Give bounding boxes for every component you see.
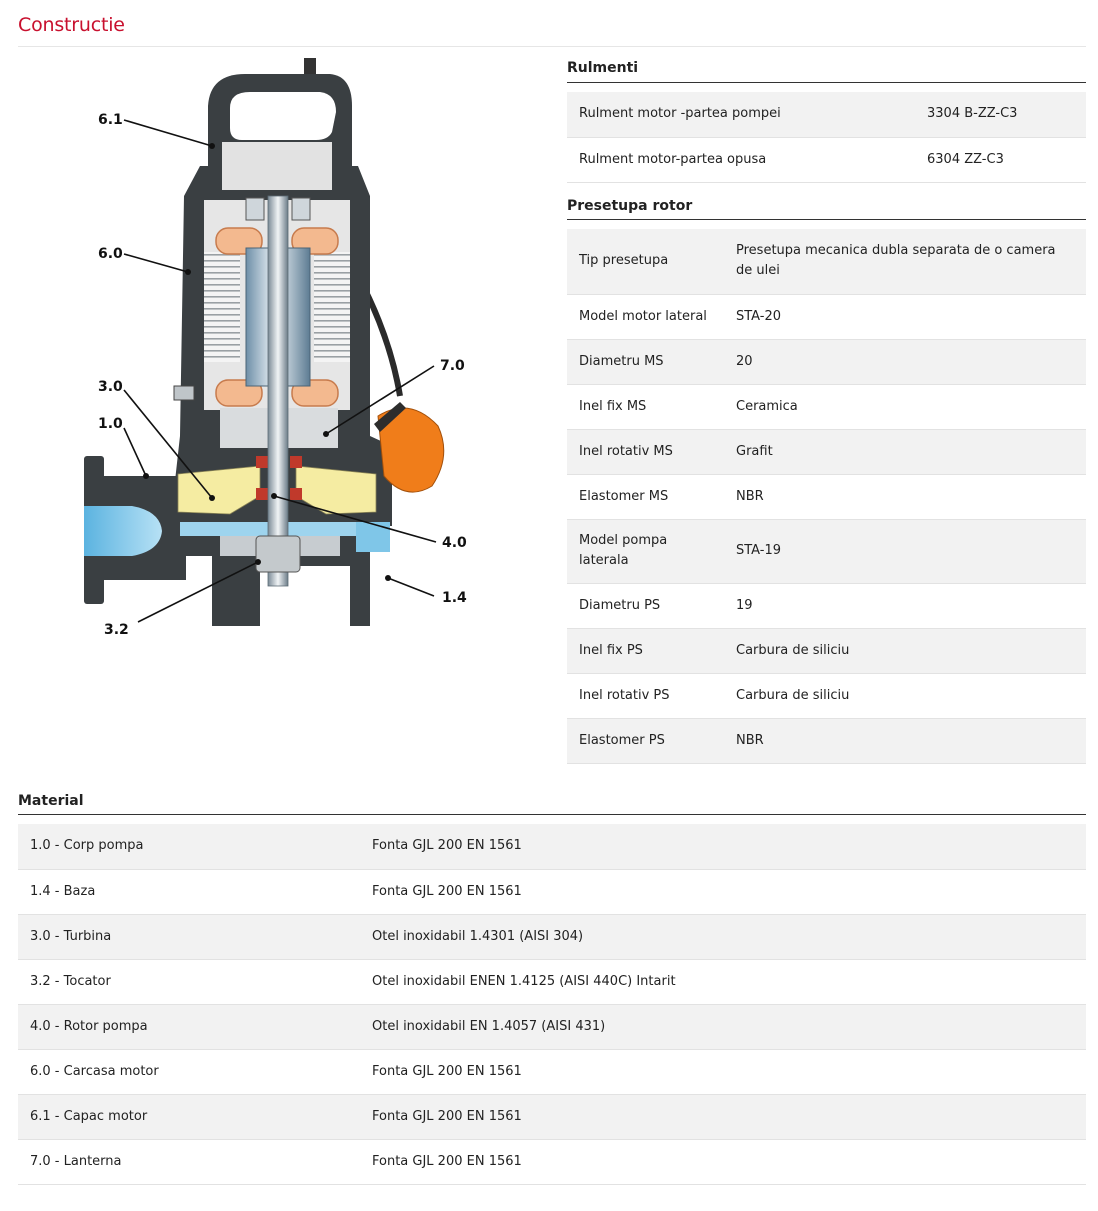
row-label: Elastomer PS bbox=[567, 718, 724, 763]
row-value: 19 bbox=[724, 583, 1086, 628]
callout-3-0: 3.0 bbox=[98, 379, 123, 395]
row-label: 4.0 - Rotor pompa bbox=[18, 1004, 360, 1049]
table-row bbox=[567, 673, 1086, 718]
row-label: 7.0 - Lanterna bbox=[18, 1139, 360, 1184]
callout-6-1: 6.1 bbox=[98, 112, 123, 128]
row-value: Fonta GJL 200 EN 1561 bbox=[360, 824, 1086, 869]
row-value: Fonta GJL 200 EN 1561 bbox=[360, 1139, 1086, 1184]
table-row bbox=[18, 869, 1086, 914]
row-label: Inel rotativ MS bbox=[567, 429, 724, 474]
table-row bbox=[567, 229, 1086, 294]
table-row bbox=[567, 519, 1086, 583]
row-label: Diametru PS bbox=[567, 583, 724, 628]
callout-6-0: 6.0 bbox=[98, 246, 123, 262]
rulmenti-heading: Rulmenti bbox=[567, 60, 639, 76]
table-row bbox=[567, 384, 1086, 429]
row-label: Inel fix PS bbox=[567, 628, 724, 673]
rulmenti-divider bbox=[567, 82, 1086, 83]
title-divider bbox=[18, 46, 1086, 47]
table-row bbox=[18, 914, 1086, 959]
row-value: Carbura de siliciu bbox=[724, 628, 1086, 673]
row-label: 1.0 - Corp pompa bbox=[18, 824, 360, 869]
presetupa-heading: Presetupa rotor bbox=[567, 198, 693, 214]
row-value: STA-19 bbox=[724, 519, 1086, 583]
callout-4-0: 4.0 bbox=[442, 535, 467, 551]
material-table bbox=[18, 824, 1086, 1185]
callout-7-0: 7.0 bbox=[440, 358, 465, 374]
row-value: 20 bbox=[724, 339, 1086, 384]
table-row bbox=[567, 718, 1086, 763]
row-label: Tip presetupa bbox=[567, 229, 724, 294]
row-value: Carbura de siliciu bbox=[724, 673, 1086, 718]
presetupa-table bbox=[567, 229, 1086, 764]
table-row bbox=[18, 1049, 1086, 1094]
presetupa-divider bbox=[567, 219, 1086, 220]
row-value: Fonta GJL 200 EN 1561 bbox=[360, 1094, 1086, 1139]
table-row bbox=[567, 92, 1086, 137]
pump-cross-section-diagram bbox=[70, 56, 490, 646]
row-value: STA-20 bbox=[724, 294, 1086, 339]
row-value: Grafit bbox=[724, 429, 1086, 474]
row-label: Inel fix MS bbox=[567, 384, 724, 429]
row-label: Model motor lateral bbox=[567, 294, 724, 339]
row-label: 3.2 - Tocator bbox=[18, 959, 360, 1004]
row-label: 3.0 - Turbina bbox=[18, 914, 360, 959]
table-row bbox=[18, 824, 1086, 869]
table-row bbox=[567, 429, 1086, 474]
row-value: Otel inoxidabil EN 1.4057 (AISI 431) bbox=[360, 1004, 1086, 1049]
page-title: Constructie bbox=[18, 14, 125, 36]
row-value: Ceramica bbox=[724, 384, 1086, 429]
row-value: NBR bbox=[724, 474, 1086, 519]
row-value: Otel inoxidabil 1.4301 (AISI 304) bbox=[360, 914, 1086, 959]
row-label: 6.0 - Carcasa motor bbox=[18, 1049, 360, 1094]
row-value: Presetupa mecanica dubla separata de o camera de ulei bbox=[724, 229, 1086, 294]
row-value: Fonta GJL 200 EN 1561 bbox=[360, 1049, 1086, 1094]
row-label: 1.4 - Baza bbox=[18, 869, 360, 914]
row-value: 3304 B-ZZ-C3 bbox=[915, 92, 1086, 137]
material-divider bbox=[18, 814, 1086, 815]
table-row bbox=[567, 339, 1086, 384]
table-row bbox=[567, 474, 1086, 519]
table-row bbox=[567, 583, 1086, 628]
table-row bbox=[567, 137, 1086, 182]
row-value: 6304 ZZ-C3 bbox=[915, 137, 1086, 182]
callout-1-0: 1.0 bbox=[98, 416, 123, 432]
row-label: Elastomer MS bbox=[567, 474, 724, 519]
table-row bbox=[567, 294, 1086, 339]
row-label: Diametru MS bbox=[567, 339, 724, 384]
material-heading: Material bbox=[18, 793, 84, 809]
row-value: NBR bbox=[724, 718, 1086, 763]
table-row bbox=[18, 1139, 1086, 1184]
row-label: 6.1 - Capac motor bbox=[18, 1094, 360, 1139]
row-value: Otel inoxidabil ENEN 1.4125 (AISI 440C) Intarit bbox=[360, 959, 1086, 1004]
table-row bbox=[18, 1004, 1086, 1049]
callout-3-2: 3.2 bbox=[104, 622, 129, 638]
table-row bbox=[18, 959, 1086, 1004]
table-row bbox=[567, 628, 1086, 673]
row-label: Inel rotativ PS bbox=[567, 673, 724, 718]
row-label: Rulment motor-partea opusa bbox=[567, 137, 915, 182]
rulmenti-table bbox=[567, 92, 1086, 183]
callout-1-4: 1.4 bbox=[442, 590, 467, 606]
row-label: Rulment motor -partea pompei bbox=[567, 92, 915, 137]
table-row bbox=[18, 1094, 1086, 1139]
row-label: Model pompa laterala bbox=[567, 519, 724, 583]
row-value: Fonta GJL 200 EN 1561 bbox=[360, 869, 1086, 914]
